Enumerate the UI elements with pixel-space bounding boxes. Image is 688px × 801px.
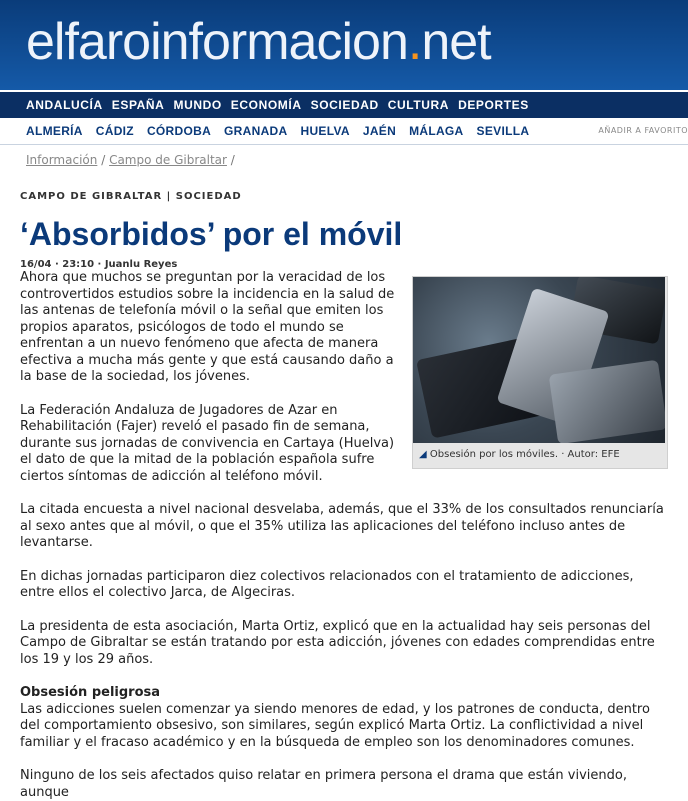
nav-sociedad[interactable]: SOCIEDAD	[310, 98, 379, 112]
subheading: Obsesión peligrosa	[20, 685, 161, 700]
breadcrumb-informacion[interactable]: Información	[26, 153, 98, 167]
nav-mundo[interactable]: MUNDO	[173, 98, 222, 112]
phone-shape	[549, 360, 665, 443]
nav-cultura[interactable]: CULTURA	[387, 98, 450, 112]
nav-espana[interactable]: ESPAÑA	[111, 98, 165, 112]
nav-cadiz[interactable]: CÁDIZ	[95, 124, 134, 138]
nav-sevilla[interactable]: SEVILLA	[476, 124, 530, 138]
site-header	[0, 0, 688, 90]
paragraph: La citada encuesta a nivel nacional desvelaba, además, que el 33% de los consultados renunciaría al sexo antes que al móvil, o que el 35% utiliza las aplicaciones del teléfono incluso antes de levantarse.	[20, 502, 664, 550]
nav-granada[interactable]: GRANADA	[224, 124, 288, 138]
nav-jaen[interactable]: JAÉN	[362, 124, 397, 138]
paragraph: La presidenta de esta asociación, Marta Ortiz, explicó que en la actualidad hay seis personas del Campo de Gibraltar se están tratando por esta adicción, jóvenes con edades comprendidas entre los 19 y los 29 años.	[20, 618, 655, 667]
article-section: CAMPO DE GIBRALTAR | SOCIEDAD	[20, 191, 242, 202]
paragraph: La Federación Andaluza de Jugadores de Azar en Rehabilitación (Fajer) reveló el pasado fin de semana, durante sus jornadas de convivencia en Cartaya (Huelva) el dato de que la mitad de la población española sufre ciertos síntomas de adicción al teléfono móvil.	[20, 402, 395, 484]
nav-malaga[interactable]: MÁLAGA	[409, 124, 464, 138]
caption-arrow-icon: ◢	[419, 449, 427, 460]
article-photo[interactable]	[413, 277, 665, 443]
paragraph: Las adicciones suelen comenzar ya siendo menores de edad, y los patrones de conducta, dentro del comportamiento obsesivo, son similares, según explicó Marta Ortiz. La conflictividad a nivel familiar y el fracaso académico y en la búsqueda de empleo son los denominadores comunes.	[20, 701, 650, 750]
breadcrumb	[0, 145, 688, 167]
breadcrumb-separator-end: /	[230, 153, 235, 167]
logo-main: elfaroinformacion	[26, 13, 408, 71]
paragraph: En dichas jornadas participaron diez colectivos relacionados con el tratamiento de adicciones, entre ellos el colectivo Jarca, de Algeciras.	[20, 568, 634, 600]
logo-tld: net	[421, 13, 491, 71]
logo-dot: .	[407, 13, 422, 71]
paragraph: Ninguno de los seis afectados quiso relatar en primera persona el drama que están viviendo, aunque	[20, 768, 627, 800]
primary-nav	[0, 90, 688, 118]
nav-economia[interactable]: ECONOMÍA	[230, 98, 302, 112]
nav-andalucia[interactable]: ANDALUCÍA	[26, 98, 103, 112]
paragraph: Ahora que muchos se preguntan por la veracidad de los controvertidos estudios sobre la incidencia en la salud de las antenas de telefonía móvil o la señal que emiten los propios aparatos, psicólogos de todo el mundo se enfrentan a un nuevo fenómeno que afecta de manera efectiva a mucha más gente y que está causando daño a la base de la sociedad, los jóvenes.	[20, 270, 395, 384]
nav-almeria[interactable]: ALMERÍA	[26, 124, 83, 138]
breadcrumb-separator: /	[101, 153, 106, 167]
article-meta: 16/04 · 23:10 · Juanlu Reyes	[20, 259, 178, 270]
site-logo[interactable]	[26, 12, 491, 72]
photo-caption	[413, 443, 667, 468]
article-figure	[412, 276, 668, 469]
article-body	[0, 270, 688, 801]
secondary-nav	[0, 118, 688, 145]
breadcrumb-campo-de-gibraltar[interactable]: Campo de Gibraltar	[109, 153, 227, 167]
article-title: ‘Absorbidos’ por el móvil	[20, 216, 403, 252]
nav-cordoba[interactable]: CÓRDOBA	[146, 124, 212, 138]
caption-text: Obsesión por los móviles. · Autor: EFE	[429, 449, 620, 460]
nav-deportes[interactable]: DEPORTES	[458, 98, 529, 112]
add-favorite-link[interactable]: AÑADIR A FAVORITO	[598, 126, 688, 135]
nav-huelva[interactable]: HUELVA	[300, 124, 350, 138]
